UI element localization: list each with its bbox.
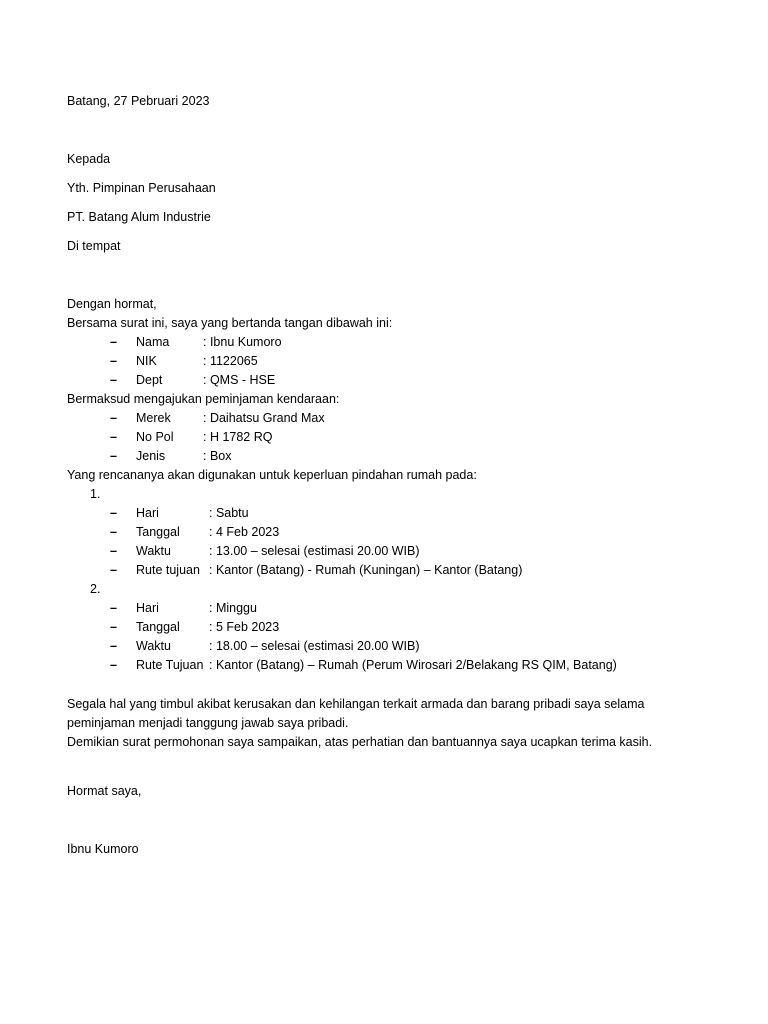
list-bullet: –	[110, 620, 117, 634]
greeting: Dengan hormat,	[67, 297, 157, 311]
schedule-number: 1.	[90, 487, 101, 501]
list-bullet: –	[110, 411, 117, 425]
list-bullet: –	[110, 373, 117, 387]
identity-value: : QMS - HSE	[203, 373, 276, 387]
schedule-value: : 13.00 – selesai (estimasi 20.00 WIB)	[209, 544, 420, 558]
schedule-label: Tanggal	[136, 620, 180, 634]
responsibility-line-2: peminjaman menjadi tanggung jawab saya pribadi.	[67, 716, 349, 730]
regards: Hormat saya,	[67, 784, 142, 798]
identity-value: : Ibnu Kumoro	[203, 335, 282, 349]
list-bullet: –	[110, 525, 117, 539]
schedule-value: : Minggu	[209, 601, 257, 615]
schedule-value: : Kantor (Batang) – Rumah (Perum Wirosari 2/Belakang RS QIM, Batang)	[209, 658, 617, 672]
identity-value: : 1122065	[203, 354, 258, 368]
schedule-value: : Sabtu	[209, 506, 249, 520]
recipient-to: Kepada	[67, 152, 111, 166]
schedule-label: Hari	[136, 506, 159, 520]
identity-label: Dept	[136, 373, 163, 387]
vehicle-value: : Box	[203, 449, 232, 463]
schedule-label: Tanggal	[136, 525, 180, 539]
schedule-value: : 4 Feb 2023	[209, 525, 280, 539]
schedule-label: Waktu	[136, 544, 171, 558]
list-bullet: –	[110, 563, 117, 577]
vehicle-value: : H 1782 RQ	[203, 430, 273, 444]
schedule-label: Waktu	[136, 639, 171, 653]
intro-text: Bersama surat ini, saya yang bertanda tangan dibawah ini:	[67, 316, 393, 330]
schedule-label: Hari	[136, 601, 159, 615]
vehicle-label: Jenis	[136, 449, 166, 463]
list-bullet: –	[110, 335, 117, 349]
list-bullet: –	[110, 544, 117, 558]
schedule-number: 2.	[90, 582, 101, 596]
list-bullet: –	[110, 658, 117, 672]
schedule-label: Rute Tujuan	[136, 658, 204, 672]
vehicle-label: Merek	[136, 411, 171, 425]
letter-date: Batang, 27 Pebruari 2023	[67, 94, 210, 108]
list-bullet: –	[110, 449, 117, 463]
vehicle-label: No Pol	[136, 430, 174, 444]
identity-label: Nama	[136, 335, 170, 349]
list-bullet: –	[110, 430, 117, 444]
recipient-title: Yth. Pimpinan Perusahaan	[67, 181, 216, 195]
list-bullet: –	[110, 601, 117, 615]
identity-label: NIK	[136, 354, 157, 368]
responsibility-line-1: Segala hal yang timbul akibat kerusakan dan kehilangan terkait armada dan barang pribadi saya selama	[67, 697, 645, 711]
purpose-text: Bermaksud mengajukan peminjaman kendaraan:	[67, 392, 340, 406]
list-bullet: –	[110, 639, 117, 653]
list-bullet: –	[110, 506, 117, 520]
schedule-label: Rute tujuan	[136, 563, 200, 577]
recipient-company: PT. Batang Alum Industrie	[67, 210, 211, 224]
list-bullet: –	[110, 354, 117, 368]
signer-name: Ibnu Kumoro	[67, 842, 139, 856]
closing-text: Demikian surat permohonan saya sampaikan, atas perhatian dan bantuannya saya ucapkan terima kasih.	[67, 735, 653, 749]
recipient-place: Di tempat	[67, 239, 121, 253]
vehicle-value: : Daihatsu Grand Max	[203, 411, 325, 425]
usage-intro: Yang rencananya akan digunakan untuk keperluan pindahan rumah pada:	[67, 468, 477, 482]
schedule-value: : 5 Feb 2023	[209, 620, 280, 634]
schedule-value: : 18.00 – selesai (estimasi 20.00 WIB)	[209, 639, 420, 653]
schedule-value: : Kantor (Batang) - Rumah (Kuningan) – Kantor (Batang)	[209, 563, 523, 577]
